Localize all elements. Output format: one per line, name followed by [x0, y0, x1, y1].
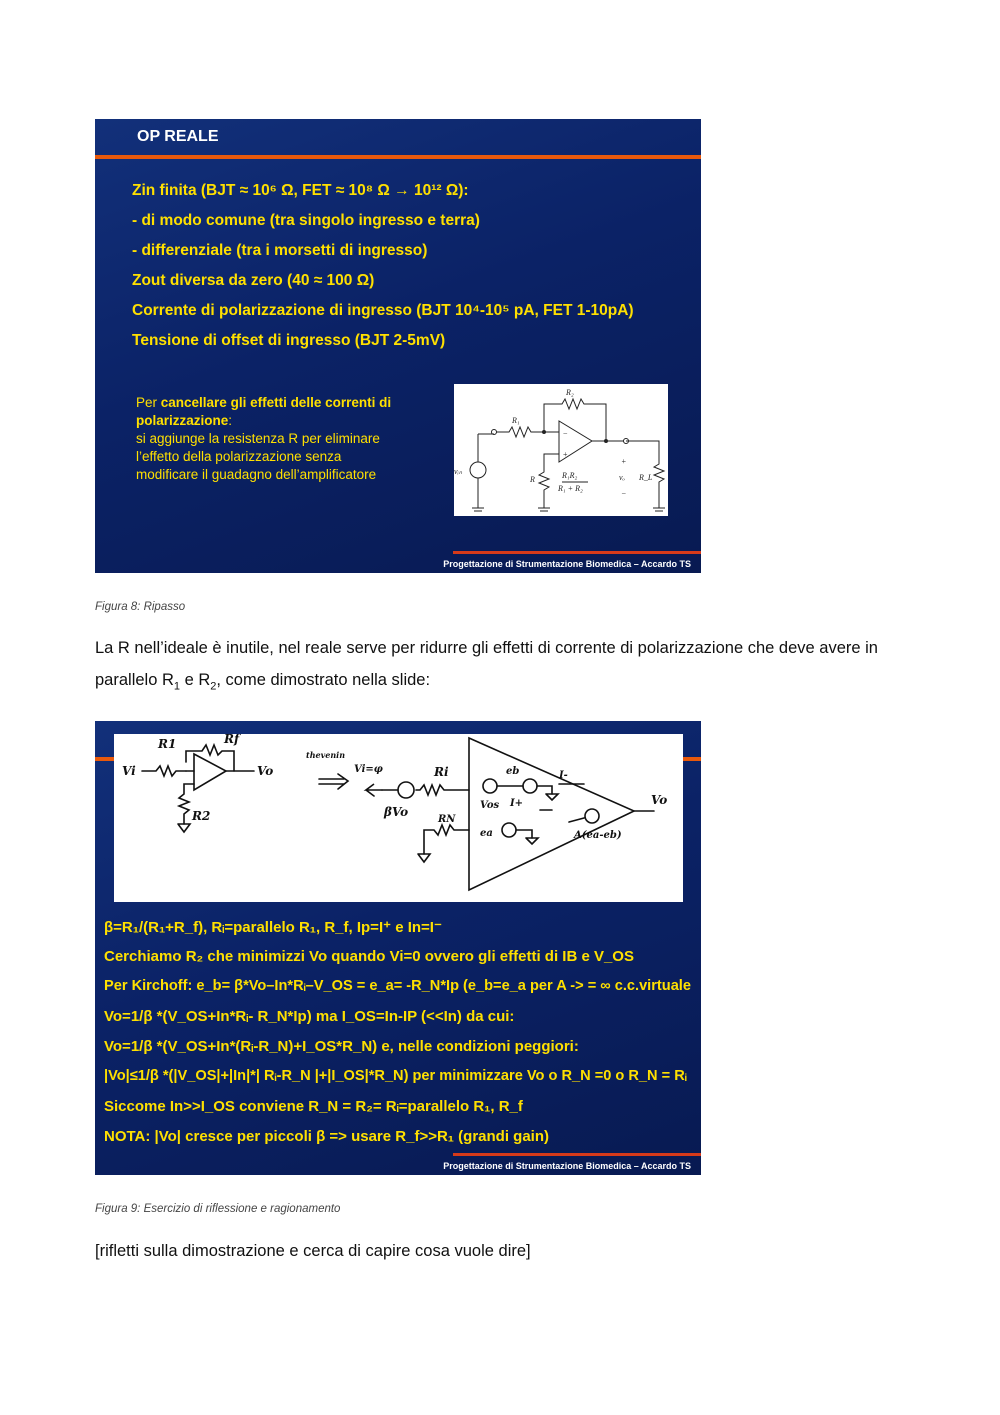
slide-op-reale	[95, 119, 701, 573]
slide-line-vo-rn: Vo=1/β *(V_OS+In*(Rᵢ-R_N)+I_OS*R_N) e, nelle condizioni peggiori:	[104, 1038, 579, 1055]
slide-line-cerchiamo: Cerchiamo R₂ che minimizzi Vo quando Vi=0 ovvero gli effetti di IB e V_OS	[104, 948, 634, 965]
slide-line-zin: Zin finita (BJT ≈ 10⁶ Ω, FET ≈ 10⁸ Ω → 10¹² Ω):	[132, 182, 469, 199]
note-rest: :	[228, 413, 233, 428]
slide-line-abs-vo: |Vo|≤1/β *(|V_OS|+|In|*| Rᵢ-R_N |+|I_OS|*R_N) per minimizzare Vo o R_N =0 o R_N = Rᵢ	[104, 1068, 687, 1084]
figure-caption: Figura 9: Esercizio di riflessione e ragionamento	[95, 1203, 341, 1215]
paragraph-text: , come dimostrato nella slide:	[216, 671, 431, 689]
opamp-minus: −	[563, 429, 568, 438]
label-vo: vₒ	[619, 473, 625, 482]
footer-divider	[453, 1153, 701, 1156]
label-r-den: R₁ + R₂	[558, 484, 583, 493]
handwritten-svg	[114, 734, 683, 902]
slide-footer: Progettazione di Strumentazione Biomedica – Accardo TS	[443, 1161, 691, 1171]
slide-line-zout: Zout diversa da zero (40 ≈ 100 Ω)	[132, 272, 375, 289]
hand-vo: Vo	[257, 764, 274, 778]
label-vin: vᵢₙ	[454, 467, 463, 476]
hand-gain: A(ea-eb)	[574, 830, 622, 841]
slide-line-siccome: Siccome In>>I_OS conviene R_N = R₂= Rᵢ=parallelo R₁, R_f	[104, 1098, 523, 1115]
hand-rf: Rf	[224, 734, 240, 746]
slide-footer: Progettazione di Strumentazione Biomedica – Accardo TS	[443, 559, 691, 569]
slide-line-vo-ios: Vo=1/β *(V_OS+In*Rᵢ- R_N*Ip) ma I_OS=In-IP (<<In) da cui:	[104, 1008, 515, 1025]
paragraph-sub: 1	[173, 680, 180, 693]
slide-line-modo-comune: - di modo comune (tra singolo ingresso e terra)	[132, 212, 480, 229]
paragraph-text: La R nell’ideale è inutile, nel reale serve per ridurre gli effetti di corrente di polarizzazione che deve avere in parallelo R	[95, 639, 878, 689]
note-line: si aggiunge la resistenza R per eliminare	[136, 431, 380, 446]
label-minus: −	[621, 489, 627, 498]
note-line: l’effetto della polarizzazione senza	[136, 449, 342, 464]
hand-vi-zero: Vi=φ	[354, 764, 383, 775]
hand-vo-out: Vo	[651, 793, 668, 807]
hand-vos: Vos	[480, 800, 500, 811]
slide-title: OP REALE	[137, 128, 219, 145]
hand-r2: R2	[192, 809, 211, 823]
hand-beta-vo: βVo	[384, 805, 409, 819]
slide-line-kirchoff: Per Kirchoff: e_b= β*Vo–In*Rᵢ–V_OS = e_a= -R_N*Ip (e_b=e_a per A -> = ∞ c.c.virtuale	[104, 978, 691, 994]
hand-vi: Vi	[122, 764, 136, 778]
label-r: R	[530, 475, 535, 484]
hand-ri: Ri	[434, 765, 449, 779]
figure-caption: Figura 8: Ripasso	[95, 601, 186, 613]
hand-i-plus: I+	[510, 798, 524, 809]
note-lead: Per	[136, 395, 161, 410]
title-divider	[95, 155, 701, 159]
slide-line-beta: β=R₁/(R₁+R_f), Rᵢ=parallelo R₁, R_f, Ip=I⁺ e In=I⁻	[104, 919, 442, 936]
circuit-diagram	[454, 384, 668, 516]
body-paragraph	[95, 632, 925, 702]
note-line: modificare il guadagno dell’amplificatore	[136, 467, 377, 482]
slide-line-offset: Tensione di offset di ingresso (BJT 2-5mV)	[132, 332, 446, 349]
hand-rn: RN	[438, 814, 456, 825]
hand-i-minus: I-	[559, 770, 568, 781]
hand-thevenin: thevenin	[306, 750, 346, 760]
handwritten-diagram	[114, 734, 683, 902]
label-plus: +	[621, 457, 627, 466]
paragraph-text: e R	[180, 671, 211, 689]
slide-line-nota: NOTA: |Vo| cresce per piccoli β => usare R_f>>R₁ (grandi gain)	[104, 1128, 549, 1145]
opamp-plus: +	[563, 450, 568, 459]
slide-line-corrente: Corrente di polarizzazione di ingresso (BJT 10⁴-10⁵ pA, FET 1-10pA)	[132, 302, 634, 319]
note-bold: cancellare gli effetti delle correnti di polarizzazione	[136, 395, 392, 428]
closing-paragraph: [rifletti sulla dimostrazione e cerca di capire cosa vuole dire]	[95, 1242, 531, 1260]
hand-r1: R1	[158, 737, 177, 751]
footer-divider	[453, 551, 701, 554]
label-r2: R₂	[566, 388, 574, 397]
label-r-num: R₁R₂	[562, 471, 578, 480]
label-r1: R₁	[512, 416, 520, 425]
label-rl: R_L	[639, 473, 653, 482]
hand-eb: eb	[506, 766, 520, 777]
paragraph-sub: 2	[210, 680, 217, 693]
hand-ea: ea	[480, 828, 493, 839]
slide-esercizio	[95, 721, 701, 1175]
slide-note	[136, 394, 436, 484]
circuit-svg	[454, 384, 668, 516]
slide-line-differenziale: - differenziale (tra i morsetti di ingresso)	[132, 242, 428, 259]
